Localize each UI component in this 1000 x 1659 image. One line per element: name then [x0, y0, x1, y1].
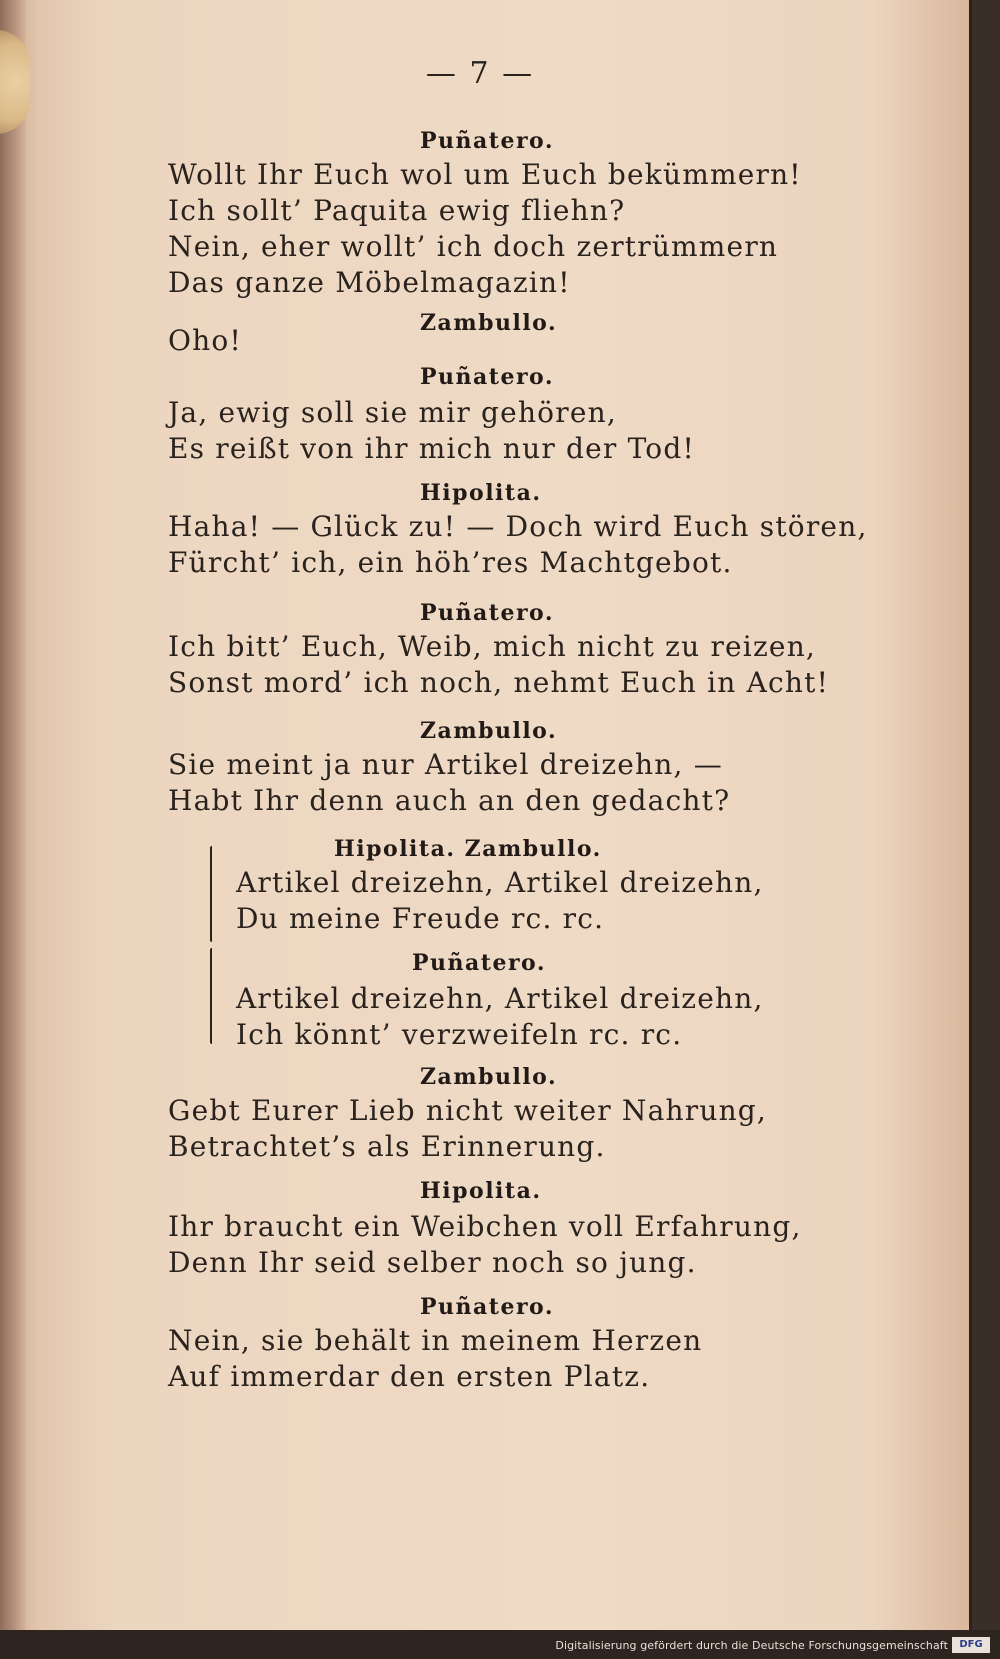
- speaker-name: Puñatero.: [420, 1294, 554, 1320]
- verse-line: Auf immerdar den ersten Platz.: [168, 1360, 651, 1393]
- verse-line: Du meine Freude rc. rc.: [236, 902, 605, 935]
- verse-line: Sie meint ja nur Artikel dreizehn, —: [168, 748, 723, 781]
- speaker-name: Hipolita.: [420, 1178, 542, 1204]
- verse-line: Denn Ihr seid selber noch so jung.: [168, 1246, 697, 1279]
- verse-line: Ich sollt’ Paquita ewig fliehn?: [168, 194, 626, 227]
- verse-line: Sonst mord’ ich noch, nehmt Euch in Acht!: [168, 666, 830, 699]
- speaker-name: Zambullo.: [420, 310, 558, 336]
- speaker-name: Zambullo.: [420, 718, 558, 744]
- verse-line: Wollt Ihr Euch wol um Euch bekümmern!: [168, 158, 802, 191]
- verse-line: Das ganze Möbelmagazin!: [168, 266, 571, 299]
- brace-bracket-top: [210, 846, 212, 942]
- verse-line: Ich könnt’ verzweifeln rc. rc.: [236, 1018, 683, 1051]
- page-gutter: [0, 0, 26, 1630]
- verse-line: Ich bitt’ Euch, Weib, mich nicht zu reizen,: [168, 630, 817, 663]
- speaker-name: Zambullo.: [420, 1064, 558, 1090]
- dfg-logo-icon: DFG: [952, 1637, 990, 1653]
- verse-line: Betrachtet’s als Erinnerung.: [168, 1130, 606, 1163]
- verse-line: Oho!: [168, 324, 242, 357]
- verse-line: Artikel dreizehn, Artikel dreizehn,: [236, 866, 764, 899]
- speaker-name: Puñatero.: [420, 128, 554, 154]
- verse-line: Es reißt von ihr mich nur der Tod!: [168, 432, 695, 465]
- verse-line: Artikel dreizehn, Artikel dreizehn,: [236, 982, 764, 1015]
- verse-line: Nein, eher wollt’ ich doch zertrümmern: [168, 230, 779, 263]
- verse-line: Ihr braucht ein Weibchen voll Erfahrung,: [168, 1210, 802, 1243]
- verse-line: Gebt Eurer Lieb nicht weiter Nahrung,: [168, 1094, 768, 1127]
- page-number: — 7 —: [425, 56, 535, 91]
- verse-line: Fürcht’ ich, ein höh’res Machtgebot.: [168, 546, 733, 579]
- speaker-name: Puñatero.: [420, 600, 554, 626]
- verse-line: Ja, ewig soll sie mir gehören,: [168, 396, 617, 429]
- verse-line: Haha! — Glück zu! — Doch wird Euch stören,: [168, 510, 868, 543]
- speaker-name: Hipolita. Zambullo.: [334, 836, 602, 862]
- digitization-credit: Digitalisierung gefördert durch die Deutsche Forschungsgemeinschaft: [555, 1639, 948, 1652]
- speaker-name: Hipolita.: [420, 480, 542, 506]
- verse-line: Habt Ihr denn auch an den gedacht?: [168, 784, 731, 817]
- brace-bracket-bottom: [210, 948, 212, 1044]
- verse-line: Nein, sie behält in meinem Herzen: [168, 1324, 703, 1357]
- speaker-name: Puñatero.: [420, 364, 554, 390]
- speaker-name: Puñatero.: [412, 950, 546, 976]
